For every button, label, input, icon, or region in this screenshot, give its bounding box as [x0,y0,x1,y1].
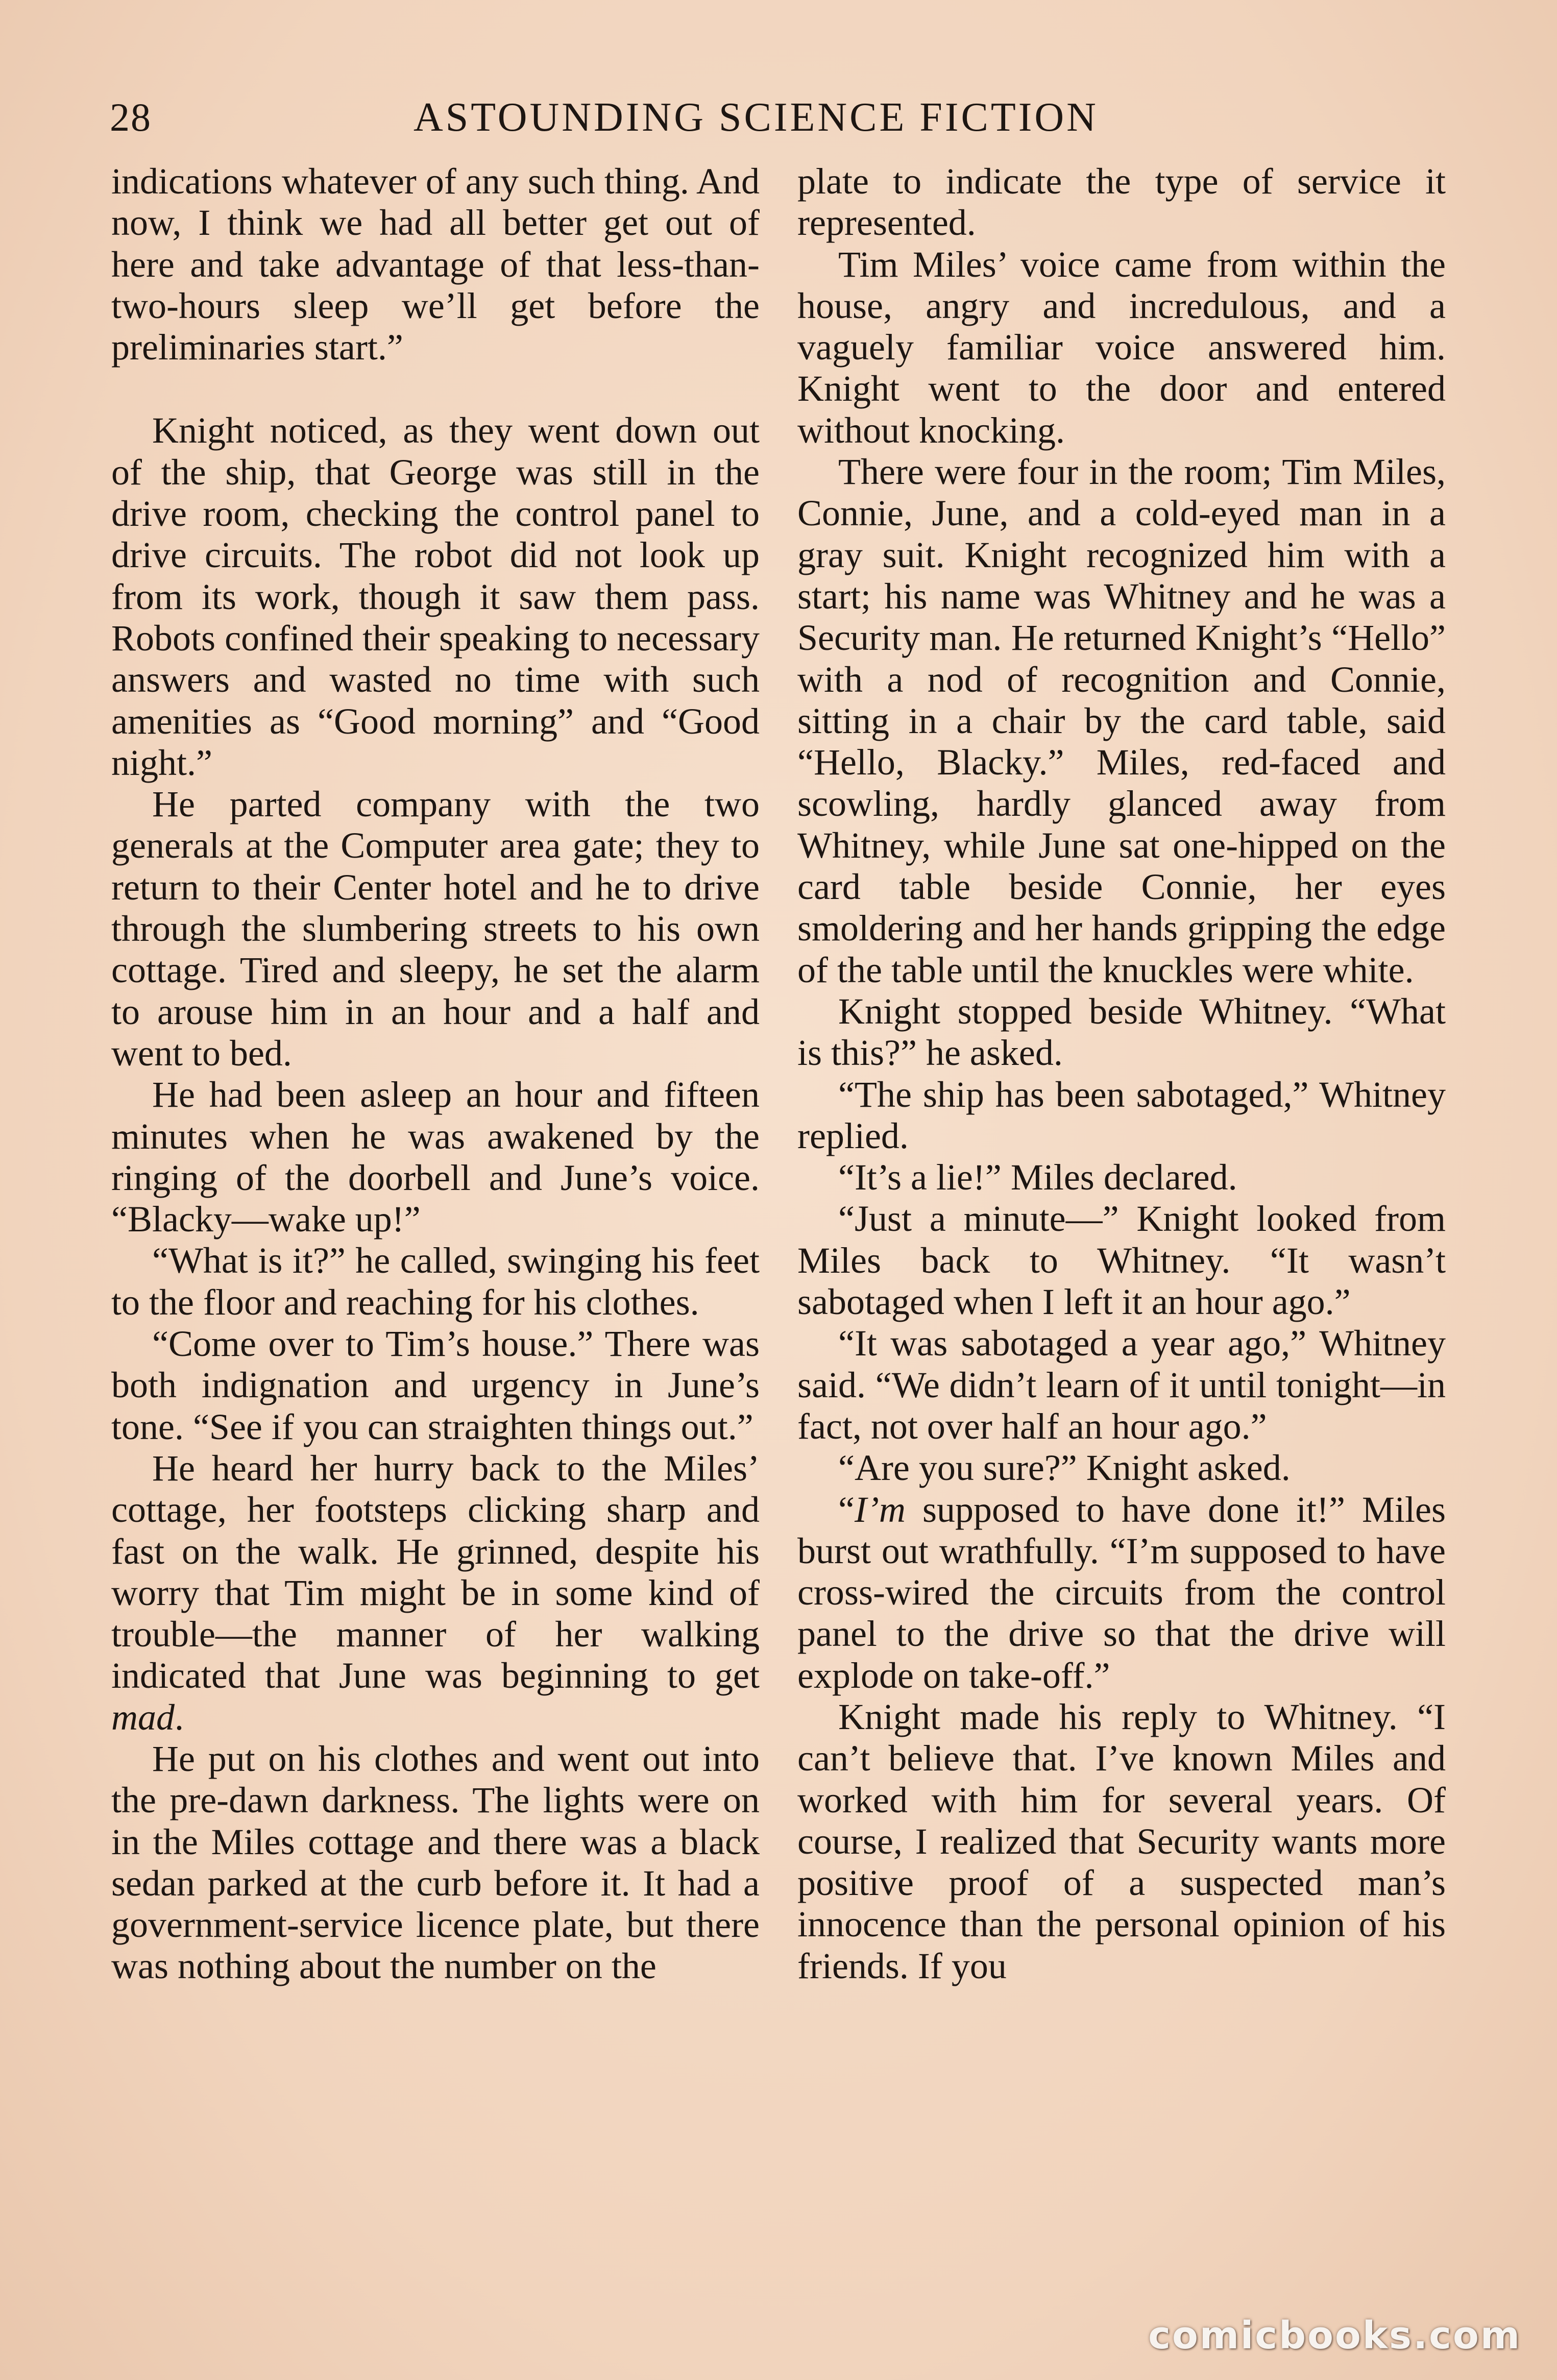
left-column [111,161,760,1987]
page-number: 28 [110,95,152,139]
watermark: comicbooks.com [1148,2314,1521,2358]
running-head: ASTOUNDING SCIENCE FICTION [413,95,1099,140]
paragraph: There were four in the room; Tim Miles, Connie, June, and a cold-eyed man in a gray suit. Knight recognized him with a start; his name was Whitney and he was a Security man. He returned Knight’s “Hello” with a nod of recognition and Connie, sitting in a chair by the card table, said “Hello, Blacky.” Miles, red-faced and scowling, hardly glanced away from Whitney, while June sat one-hipped on the card table beside Connie, her eyes smoldering and her hands gripping the edge of the table until the knuckles were white. [797,451,1446,990]
paragraph: Tim Miles’ voice came from within the house, angry and incredulous, and a vaguely familiar voice answered him. Knight went to the door and entered without knocking. [797,244,1446,451]
paragraph: “It’s a lie!” Miles declared. [838,1157,1237,1198]
paragraph: “Are you sure?” Knight asked. [838,1447,1291,1489]
paragraph: Knight made his reply to Whitney. “I can’t believe that. I’ve known Miles and worked with him for several years. Of course, I realized that Security wants more positive proof of a suspected man’s innocence than the personal opinion of his friends. If you [797,1696,1446,1986]
paragraph: “Just a minute—” Knight looked from Miles back to Whitney. “It wasn’t sabotaged when I left it an hour ago.” [797,1198,1446,1323]
right-column [797,161,1446,1987]
paragraph: indications whatever of any such thing. And now, I think we had all better get out of here and take advantage of that less-than-two-hours sleep we’ll get before the preliminaries start.” [111,161,760,368]
paragraph: He heard her hurry back to the Miles’ cottage, her footsteps clicking sharp and fast on the walk. He grinned, despite his worry that Tim might be in some kind of trouble—the manner of her walking indicated that June was beginning to get mad. [111,1447,760,1738]
paragraph: Knight stopped beside Whitney. “What is this?” he asked. [797,990,1446,1074]
paragraph: plate to indicate the type of service it represented. [797,161,1446,244]
paragraph: “What is it?” he called, swinging his feet to the floor and reaching for his clothes. [111,1240,760,1323]
paragraph: “The ship has been sabotaged,” Whitney replied. [797,1074,1446,1156]
paragraph: He put on his clothes and went out into the pre-dawn darkness. The lights were on in the Miles cottage and there was a black sedan parked at the curb before it. It had a government-service licence plate, but there was nothing about the number on the [111,1738,760,1987]
paragraph: “I’m supposed to have done it!” Miles burst out wrathfully. “I’m supposed to have cross-wired the circuits from the control panel to the drive so that the drive will explode on take-off.” [797,1489,1446,1696]
paragraph: He had been asleep an hour and fifteen minutes when he was awakened by the ringing of the doorbell and June’s voice. “Blacky—wake up!” [111,1074,760,1240]
paragraph: He parted company with the two generals at the Computer area gate; they to return to their Center hotel and he to drive through the slumbering streets to his own cottage. Tired and sleepy, he set the alarm to arouse him in an hour and a half and went to bed. [111,784,760,1074]
paragraph: “Come over to Tim’s house.” There was both indignation and urgency in June’s tone. “See if you can straighten things out.” [111,1323,760,1447]
page-header [110,89,1447,151]
paragraph: “It was sabotaged a year ago,” Whitney said. “We didn’t learn of it until tonight—in fact, not over half an hour ago.” [797,1323,1446,1447]
paragraph: Knight noticed, as they went down out of the ship, that George was still in the drive room, checking the control panel to drive circuits. The robot did not look up from its work, though it saw them pass. Robots confined their speaking to necessary answers and wasted no time with such amenities as “Good morning” and “Good night.” [111,410,760,783]
